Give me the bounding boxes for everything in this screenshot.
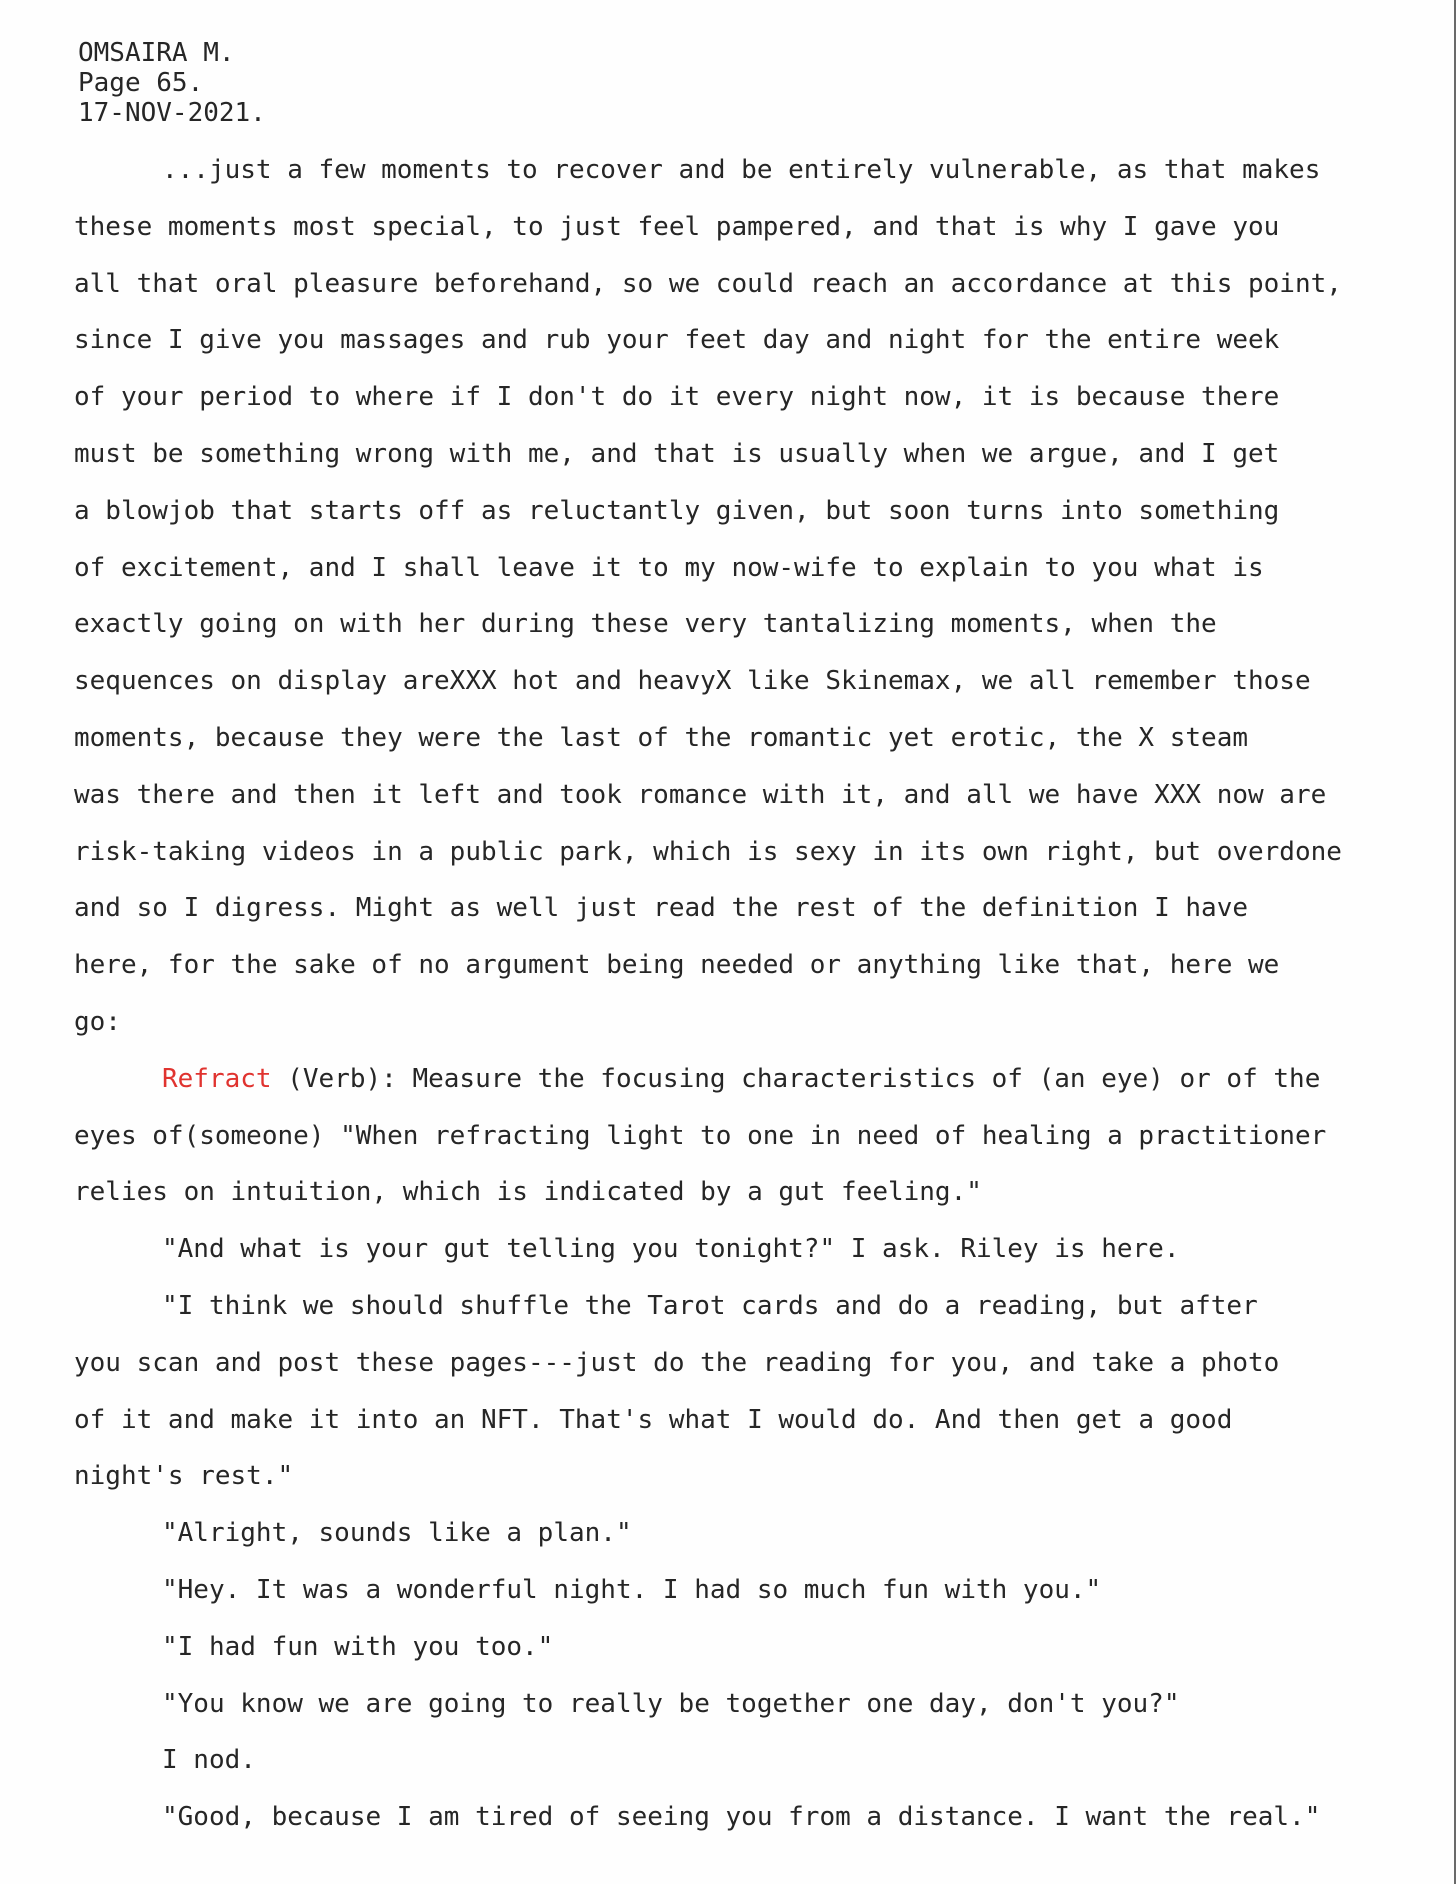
definition-text: (Verb): Measure the focusing characteristics of (an eye) or of the	[271, 1063, 1321, 1094]
dialogue-line: "You know we are going to really be together one day, don't you?"	[162, 1688, 1180, 1719]
text-line: must be something wrong with me, and that is usually when we argue, and I get	[74, 438, 1280, 469]
definition-term: Refract	[162, 1063, 272, 1094]
author-name: OMSAIRA M.	[78, 38, 235, 68]
dialogue-line: "Alright, sounds like a plan."	[162, 1518, 632, 1549]
text-line: go:	[74, 1006, 121, 1037]
dialogue-line: "Hey. It was a wonderful night. I had so much fun with you."	[162, 1574, 1102, 1605]
page-date: 17-NOV-2021.	[78, 98, 266, 128]
text-line: sequences on display areXXX hot and heavyX like Skinemax, we all remember those	[74, 666, 1311, 697]
text-line: all that oral pleasure beforehand, so we could reach an accordance at this point,	[74, 268, 1342, 299]
dialogue-line: "I think we should shuffle the Tarot cards and do a reading, but after	[162, 1290, 1258, 1321]
text-line: these moments most special, to just feel pampered, and that is why I gave you	[74, 211, 1280, 242]
text-line: night's rest."	[74, 1461, 294, 1492]
text-line: of it and make it into an NFT. That's what I would do. And then get a good	[74, 1404, 1233, 1435]
text-line: here, for the sake of no argument being needed or anything like that, here we	[74, 950, 1280, 981]
text-line: since I give you massages and rub your feet day and night for the entire week	[74, 325, 1280, 356]
definition-line: relies on intuition, which is indicated by a gut feeling."	[74, 1177, 982, 1208]
dialogue-line: "Good, because I am tired of seeing you from a distance. I want the real."	[162, 1802, 1321, 1833]
text-line: you scan and post these pages---just do the reading for you, and take a photo	[74, 1347, 1280, 1378]
definition-line: eyes of(someone) "When refracting light to one in need of healing a practitioner	[74, 1120, 1327, 1151]
text-line: was there and then it left and took romance with it, and all we have XXX now are	[74, 779, 1327, 810]
page-header	[78, 38, 266, 128]
dialogue-line: "I had fun with you too."	[162, 1631, 554, 1662]
text-line: ...just a few moments to recover and be entirely vulnerable, as that makes	[162, 155, 1321, 185]
dialogue-line: "And what is your gut telling you tonight?" I ask. Riley is here.	[162, 1234, 1180, 1265]
text-line: moments, because they were the last of the romantic yet erotic, the X steam	[74, 722, 1248, 753]
text-line: of excitement, and I shall leave it to my now-wife to explain to you what is	[74, 552, 1264, 583]
text-line: and so I digress. Might as well just read the rest of the definition I have	[74, 893, 1248, 924]
text-line: exactly going on with her during these very tantalizing moments, when the	[74, 609, 1217, 640]
page-body	[74, 150, 1454, 1854]
text-line: of your period to where if I don't do it every night now, it is because there	[74, 382, 1280, 413]
text-line: risk-taking videos in a public park, which is sexy in its own right, but overdone	[74, 836, 1342, 867]
text-line: a blowjob that starts off as reluctantly given, but soon turns into something	[74, 495, 1280, 526]
page-number: Page 65.	[78, 68, 204, 98]
definition-line	[74, 1059, 1454, 1116]
dialogue-line: I nod.	[162, 1745, 256, 1776]
